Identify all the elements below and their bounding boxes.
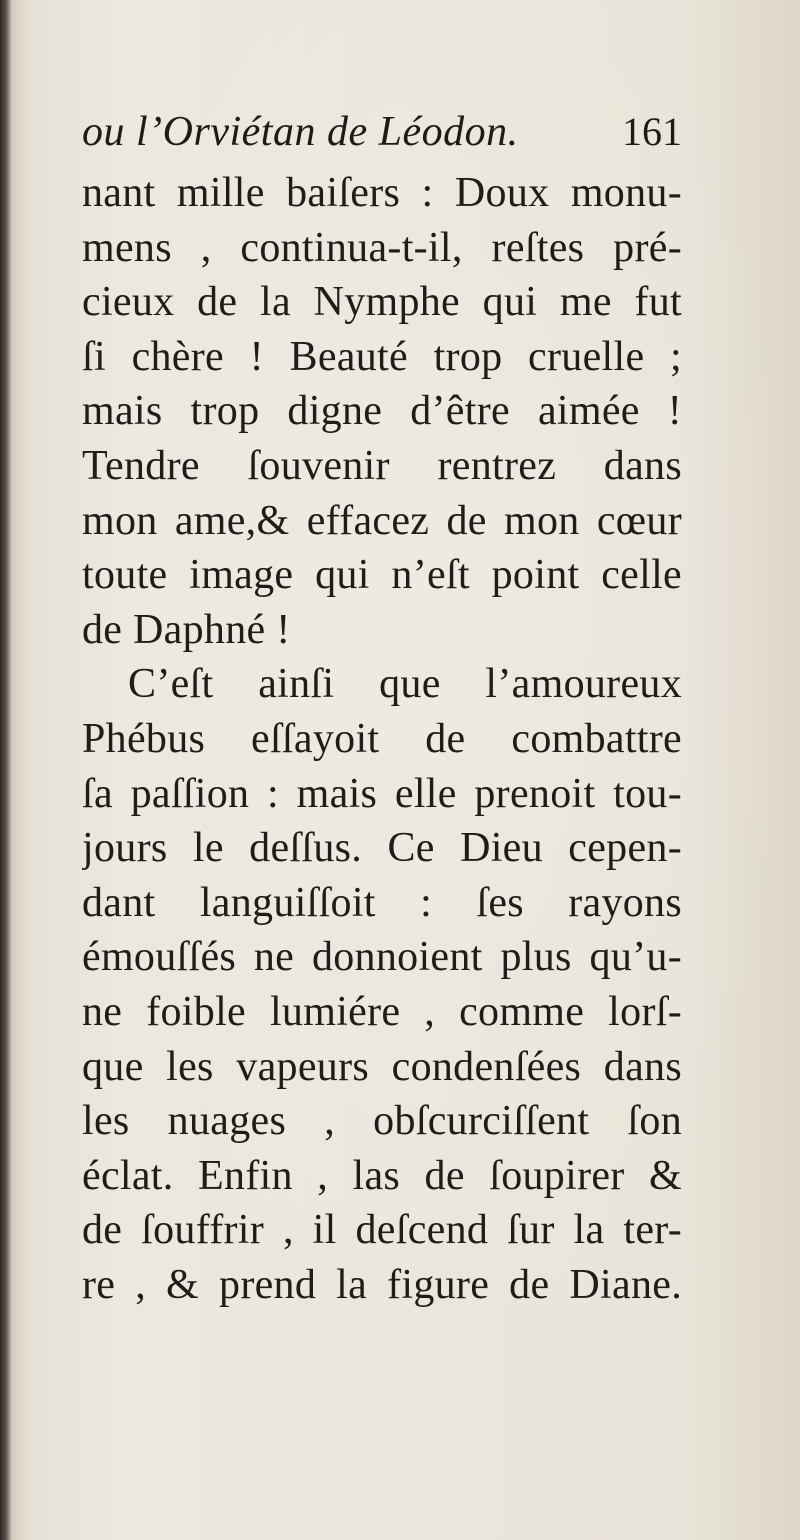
text-line: de Daphné !	[82, 606, 291, 653]
text-line: mais trop digne d’être aimée !	[82, 388, 682, 435]
text-line: re , & prend la figure de Diane.	[82, 1261, 682, 1308]
running-head	[82, 104, 682, 164]
text-line: ne foible lumiére , comme lorſ-	[82, 988, 682, 1035]
text-line: Tendre ſouvenir rentrez dans	[82, 442, 682, 489]
text-line: C’eſt ainſi que l’amoureux	[128, 661, 682, 708]
text-line: ſi chère ! Beauté trop cruelle ;	[82, 333, 682, 380]
text-line: toute image qui n’eſt point celle	[82, 552, 682, 599]
text-line: que les vapeurs condenſées dans	[82, 1043, 682, 1090]
text-line: mon ame,& effacez de mon cœur	[82, 497, 682, 544]
text-line: jours le deſſus. Ce Dieu cepen-	[82, 825, 682, 872]
text-line: les nuages , obſcurciſſent ſon	[82, 1098, 682, 1145]
text-line: éclat. Enfin , las de ſoupirer &	[82, 1152, 682, 1199]
page-gutter-shadow	[0, 0, 12, 1540]
text-line: cieux de la Nymphe qui me fut	[82, 279, 682, 326]
text-line: de ſouffrir , il deſcend ſur la ter-	[82, 1207, 682, 1254]
text-line: émouſſés ne donnoient plus qu’u-	[82, 934, 682, 981]
running-title: ou l’Orviétan de Léodon.	[82, 109, 519, 155]
page-number: 161	[622, 109, 682, 154]
text-line: dant languiſſoit : ſes rayons	[82, 879, 682, 926]
text-line: nant mille baiſers : Doux monu-	[82, 170, 682, 216]
text-line: ſa paſſion : mais elle prenoit tou-	[82, 770, 682, 817]
text-line: mens , continua-t-il, reſtes pré-	[82, 224, 682, 271]
body-text	[82, 166, 682, 1312]
text-line: Phébus eſſayoit de combattre	[82, 715, 682, 762]
